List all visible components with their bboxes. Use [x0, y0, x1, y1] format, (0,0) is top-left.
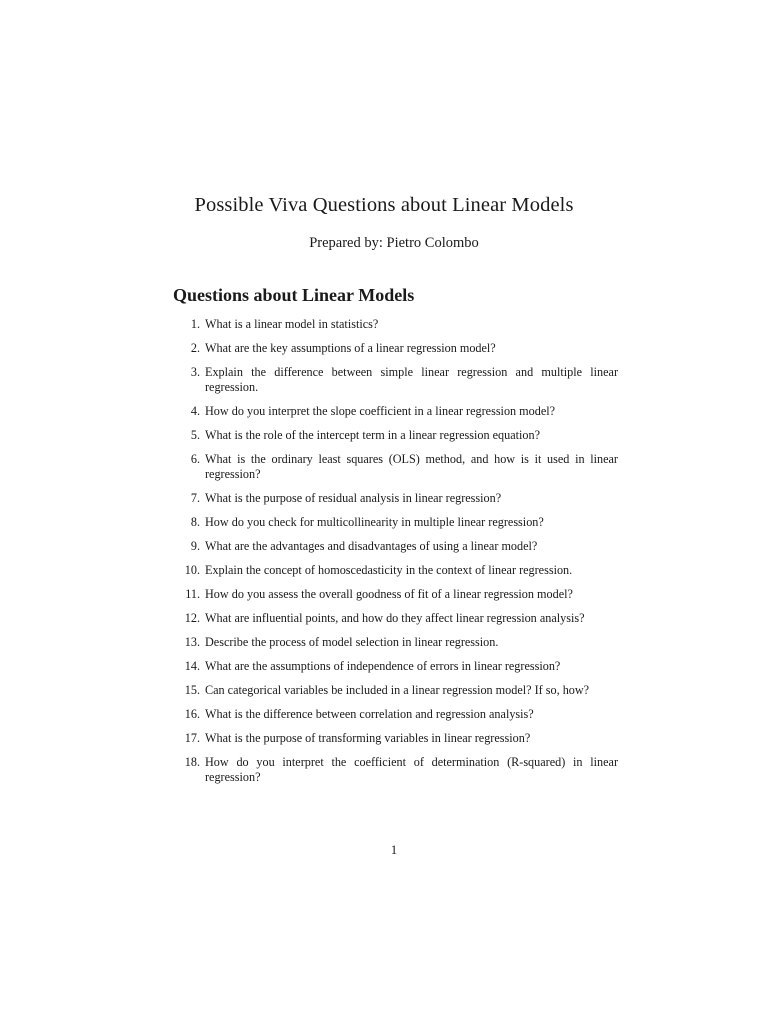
list-item	[173, 659, 618, 674]
question-number: 7.	[190, 491, 200, 505]
list-item	[173, 683, 618, 698]
question-number: 16.	[184, 707, 200, 721]
section-heading: Questions about Linear Models	[173, 285, 415, 305]
question-number: 9.	[190, 539, 200, 553]
question-list	[173, 317, 618, 794]
list-item	[173, 635, 618, 650]
question-number: 14.	[184, 659, 200, 673]
list-item	[173, 731, 618, 746]
list-item	[173, 515, 618, 530]
author-line: Prepared by: Pietro Colombo	[309, 235, 479, 251]
question-text: What is the ordinary least squares (OLS) method, and how is it used in linear regression?	[205, 452, 618, 481]
question-number: 2.	[190, 341, 200, 355]
question-text: How do you interpret the coefficient of determination (R-squared) in linear regression?	[205, 755, 618, 784]
question-number: 6.	[190, 452, 200, 466]
question-text: Explain the concept of homoscedasticity in the context of linear regression.	[205, 563, 573, 577]
question-number: 3.	[190, 365, 200, 379]
list-item	[173, 491, 618, 506]
list-item	[173, 452, 618, 482]
question-number: 1.	[190, 317, 200, 331]
list-item	[173, 341, 618, 356]
list-item	[173, 428, 618, 443]
list-item	[173, 365, 618, 395]
list-item	[173, 755, 618, 785]
question-text: What is the purpose of residual analysis in linear regression?	[205, 491, 502, 505]
question-number: 8.	[190, 515, 200, 529]
list-item	[173, 587, 618, 602]
list-item	[173, 317, 618, 332]
question-number: 18.	[184, 755, 200, 769]
question-text: Describe the process of model selection in linear regression.	[205, 635, 499, 649]
question-text: What are influential points, and how do they affect linear regression analysis?	[205, 611, 585, 625]
question-text: What are the assumptions of independence of errors in linear regression?	[205, 659, 561, 673]
page-number: 1	[390, 843, 398, 857]
question-text: Can categorical variables be included in a linear regression model? If so, how?	[205, 683, 590, 697]
list-item	[173, 707, 618, 722]
question-number: 5.	[190, 428, 200, 442]
question-text: What are the advantages and disadvantages of using a linear model?	[205, 539, 538, 553]
question-text: What is the difference between correlation and regression analysis?	[205, 707, 534, 721]
question-text: How do you interpret the slope coefficient in a linear regression model?	[205, 404, 556, 418]
question-number: 17.	[184, 731, 200, 745]
list-item	[173, 611, 618, 626]
list-item	[173, 539, 618, 554]
question-text: Explain the difference between simple linear regression and multiple linear regression.	[205, 365, 618, 394]
question-text: How do you assess the overall goodness of fit of a linear regression model?	[205, 587, 573, 601]
question-text: What is the purpose of transforming variables in linear regression?	[205, 731, 531, 745]
question-text: What is a linear model in statistics?	[205, 317, 379, 331]
question-number: 12.	[184, 611, 200, 625]
document-title: Possible Viva Questions about Linear Models	[194, 194, 574, 216]
question-number: 11.	[185, 587, 200, 601]
list-item	[173, 404, 618, 419]
question-number: 15.	[184, 683, 200, 697]
question-number: 10.	[184, 563, 200, 577]
question-number: 4.	[190, 404, 200, 418]
question-text: What are the key assumptions of a linear regression model?	[205, 341, 496, 355]
question-number: 13.	[184, 635, 200, 649]
list-item	[173, 563, 618, 578]
question-text: How do you check for multicollinearity in multiple linear regression?	[205, 515, 544, 529]
question-text: What is the role of the intercept term in a linear regression equation?	[205, 428, 541, 442]
